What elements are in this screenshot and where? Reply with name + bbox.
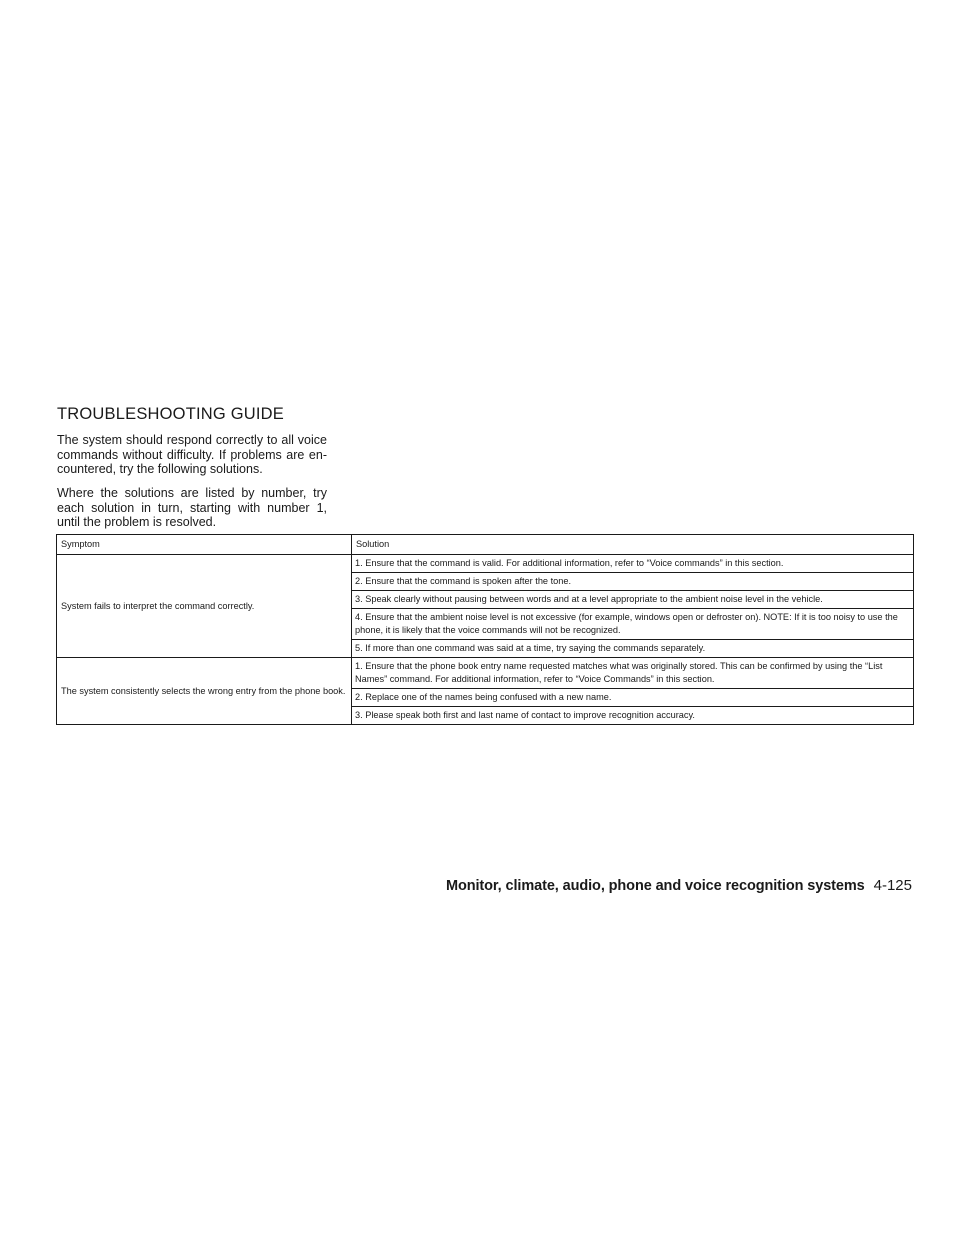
table-header-row: [57, 535, 914, 555]
table-row: [57, 555, 914, 573]
solution-cell: 2. Ensure that the command is spoken after the tone.: [352, 573, 914, 591]
solution-cell: 3. Please speak both first and last name of contact to improve recognition accuracy.: [352, 707, 914, 725]
header-symptom: Symptom: [57, 535, 352, 555]
solution-cell: 1. Ensure that the command is valid. For additional information, refer to “Voice commands” in this section.: [352, 555, 914, 573]
header-solution: Solution: [352, 535, 914, 555]
intro-paragraph-1: The system should respond correctly to all voice commands without difficulty. If problems are en-countered, try the following solutions.: [57, 433, 327, 477]
page-number: 4-125: [873, 877, 912, 894]
chapter-title: Monitor, climate, audio, phone and voice recognition systems: [446, 878, 865, 894]
page-footer: [446, 877, 912, 895]
solution-cell: 2. Replace one of the names being confused with a new name.: [352, 689, 914, 707]
troubleshooting-table: [56, 534, 914, 725]
solution-cell: 4. Ensure that the ambient noise level is not excessive (for example, windows open or defroster on). NOTE: If it is too noisy to use the phone, it is likely that the voice commands will not be recognized.: [352, 609, 914, 640]
intro-paragraph-2: Where the solutions are listed by number, try each solution in turn, starting with number 1, until the problem is resolved.: [57, 486, 327, 530]
solution-cell: 3. Speak clearly without pausing between words and at a level appropriate to the ambient noise level in the vehicle.: [352, 591, 914, 609]
solution-cell: 5. If more than one command was said at a time, try saying the commands separately.: [352, 640, 914, 658]
solution-cell: 1. Ensure that the phone book entry name requested matches what was originally stored. This can be confirmed by using the “List Names” command. For additional information, refer to “Voice Commands” in this section.: [352, 658, 914, 689]
table-row: [57, 658, 914, 689]
symptom-cell: System fails to interpret the command correctly.: [57, 555, 352, 658]
section-title: TROUBLESHOOTING GUIDE: [57, 405, 284, 423]
symptom-cell: The system consistently selects the wrong entry from the phone book.: [57, 658, 352, 725]
